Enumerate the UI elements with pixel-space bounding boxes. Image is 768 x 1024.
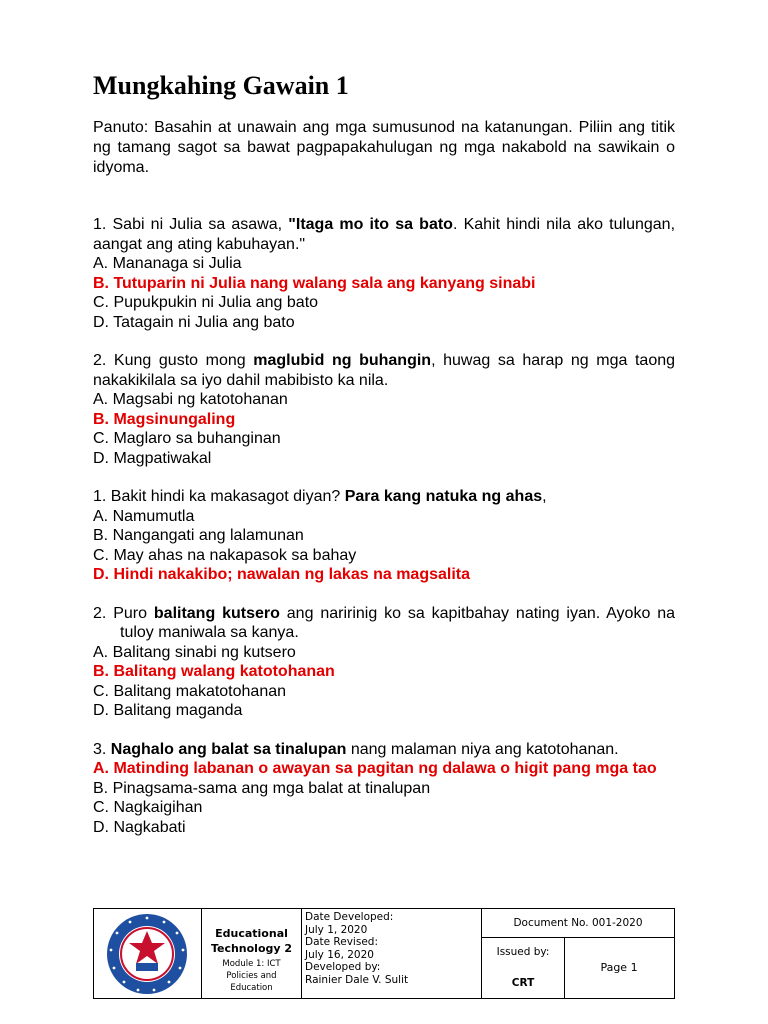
stem-text: 2. Kung gusto mong xyxy=(93,352,254,369)
college-seal-icon xyxy=(106,913,188,995)
date-revised-label: Date Revised: xyxy=(305,936,378,948)
course-title-line-1: Educational xyxy=(215,927,288,940)
correct-answer-option: A. Matinding labanan o awayan sa pagitan ng dalawa o higit pang mga tao xyxy=(93,760,657,777)
correct-answer-option: B. Balitang walang katotohanan xyxy=(93,663,335,680)
idiom-text: Naghalo ang balat sa tinalupan xyxy=(110,740,347,758)
date-revised: July 16, 2020 xyxy=(305,948,374,961)
document-info-cell xyxy=(482,909,674,998)
answer-option: C. Pupukpukin ni Julia ang bato xyxy=(93,294,319,311)
module-line-3: Education xyxy=(230,983,273,993)
idiom-text: maglubid ng buhangin xyxy=(253,352,432,369)
question-item xyxy=(93,604,675,721)
answer-option: A. Mananaga si Julia xyxy=(93,255,242,272)
date-developed: July 1, 2020 xyxy=(305,923,368,936)
stem-text: 1. Sabi ni Julia sa asawa, xyxy=(93,216,289,233)
stem-text: 2. Puro xyxy=(93,604,154,622)
answer-option: D. Magpatiwakal xyxy=(93,449,212,467)
stem-text: 1. Bakit hindi ka makasagot diyan? xyxy=(93,488,345,505)
instructions: Panuto: Basahin at unawain ang mga sumusunod na katanungan. Piliin ang titik ng tamang sagot sa bawat pagpapakahulugan ng mga nakabold na sawikain o idyoma. xyxy=(93,119,675,176)
correct-answer-option: B. Magsinungaling xyxy=(93,410,236,428)
course-cell xyxy=(202,909,302,998)
answer-option: B. Pinagsama-sama ang mga balat at tinalupan xyxy=(93,779,431,797)
stem-text: , xyxy=(542,488,547,505)
issued-by-label: Issued by: xyxy=(496,946,550,958)
question-item xyxy=(93,487,675,585)
worksheet xyxy=(93,70,675,856)
dates-cell xyxy=(302,909,482,998)
issued-by: CRT xyxy=(511,977,535,989)
module-line-1: Module 1: ICT xyxy=(222,959,281,969)
developed-by: Rainier Dale V. Sulit xyxy=(305,973,409,986)
answer-option: A. Namumutla xyxy=(93,507,195,525)
idiom-text: "Itaga mo ito sa bato xyxy=(288,216,453,233)
correct-answer-option: B. Tutuparin ni Julia nang walang sala ang kanyang sinabi xyxy=(93,274,536,292)
page-number: Page 1 xyxy=(600,961,638,974)
answer-option: A. Balitang sinabi ng kutsero xyxy=(93,643,296,661)
answer-option: A. Magsabi ng katotohanan xyxy=(93,391,288,408)
question-stem xyxy=(93,740,675,760)
answer-option: B. Nangangati ang lalamunan xyxy=(93,527,304,544)
idiom-text: Para kang natuka ng ahas xyxy=(344,488,543,505)
question-item xyxy=(93,740,675,838)
logo-cell xyxy=(94,909,202,998)
question-stem xyxy=(93,487,675,507)
module-line-2: Policies and xyxy=(226,971,277,981)
answer-option: D. Balitang maganda xyxy=(93,702,243,719)
question-list xyxy=(93,215,675,837)
idiom-text: balitang kutsero xyxy=(153,604,280,622)
answer-option: C. May ahas na nakapasok sa bahay xyxy=(93,546,357,564)
stem-text: ang naririnig ko sa kapitbahay nating iyan. Ayoko na tuloy maniwala sa kanya. xyxy=(120,604,676,641)
answer-option: C. Balitang makatotohanan xyxy=(93,682,287,700)
correct-answer-option: D. Hindi nakakibo; nawalan ng lakas na magsalita xyxy=(93,566,470,583)
question-stem xyxy=(93,215,675,254)
question-stem xyxy=(93,604,675,643)
answer-option: D. Nagkabati xyxy=(93,818,186,836)
developed-by-label: Developed by: xyxy=(305,961,381,973)
question-item xyxy=(93,215,675,332)
question-stem xyxy=(93,351,675,390)
stem-text: 3. xyxy=(93,740,111,758)
course-title-line-2: Technology 2 xyxy=(210,942,293,955)
page-title: Mungkahing Gawain 1 xyxy=(93,71,349,100)
question-item xyxy=(93,351,675,468)
answer-option: C. Maglaro sa buhanginan xyxy=(93,430,281,447)
stem-text: , huwag sa harap ng mga taong nakakikilala sa iyo dahil mabibisto ka nila. xyxy=(93,352,676,389)
stem-text: nang malaman niya ang katotohanan. xyxy=(346,740,619,758)
stem-text: . Kahit hindi nila ako tulungan, aangat ang ating kabuhayan." xyxy=(93,216,676,253)
document-number: Document No. 001-2020 xyxy=(482,909,674,938)
date-developed-label: Date Developed: xyxy=(305,911,394,923)
issued-by-cell xyxy=(482,937,565,998)
document-footer xyxy=(93,908,675,999)
answer-option: D. Tatagain ni Julia ang bato xyxy=(93,313,295,331)
answer-option: C. Nagkaigihan xyxy=(93,799,203,816)
